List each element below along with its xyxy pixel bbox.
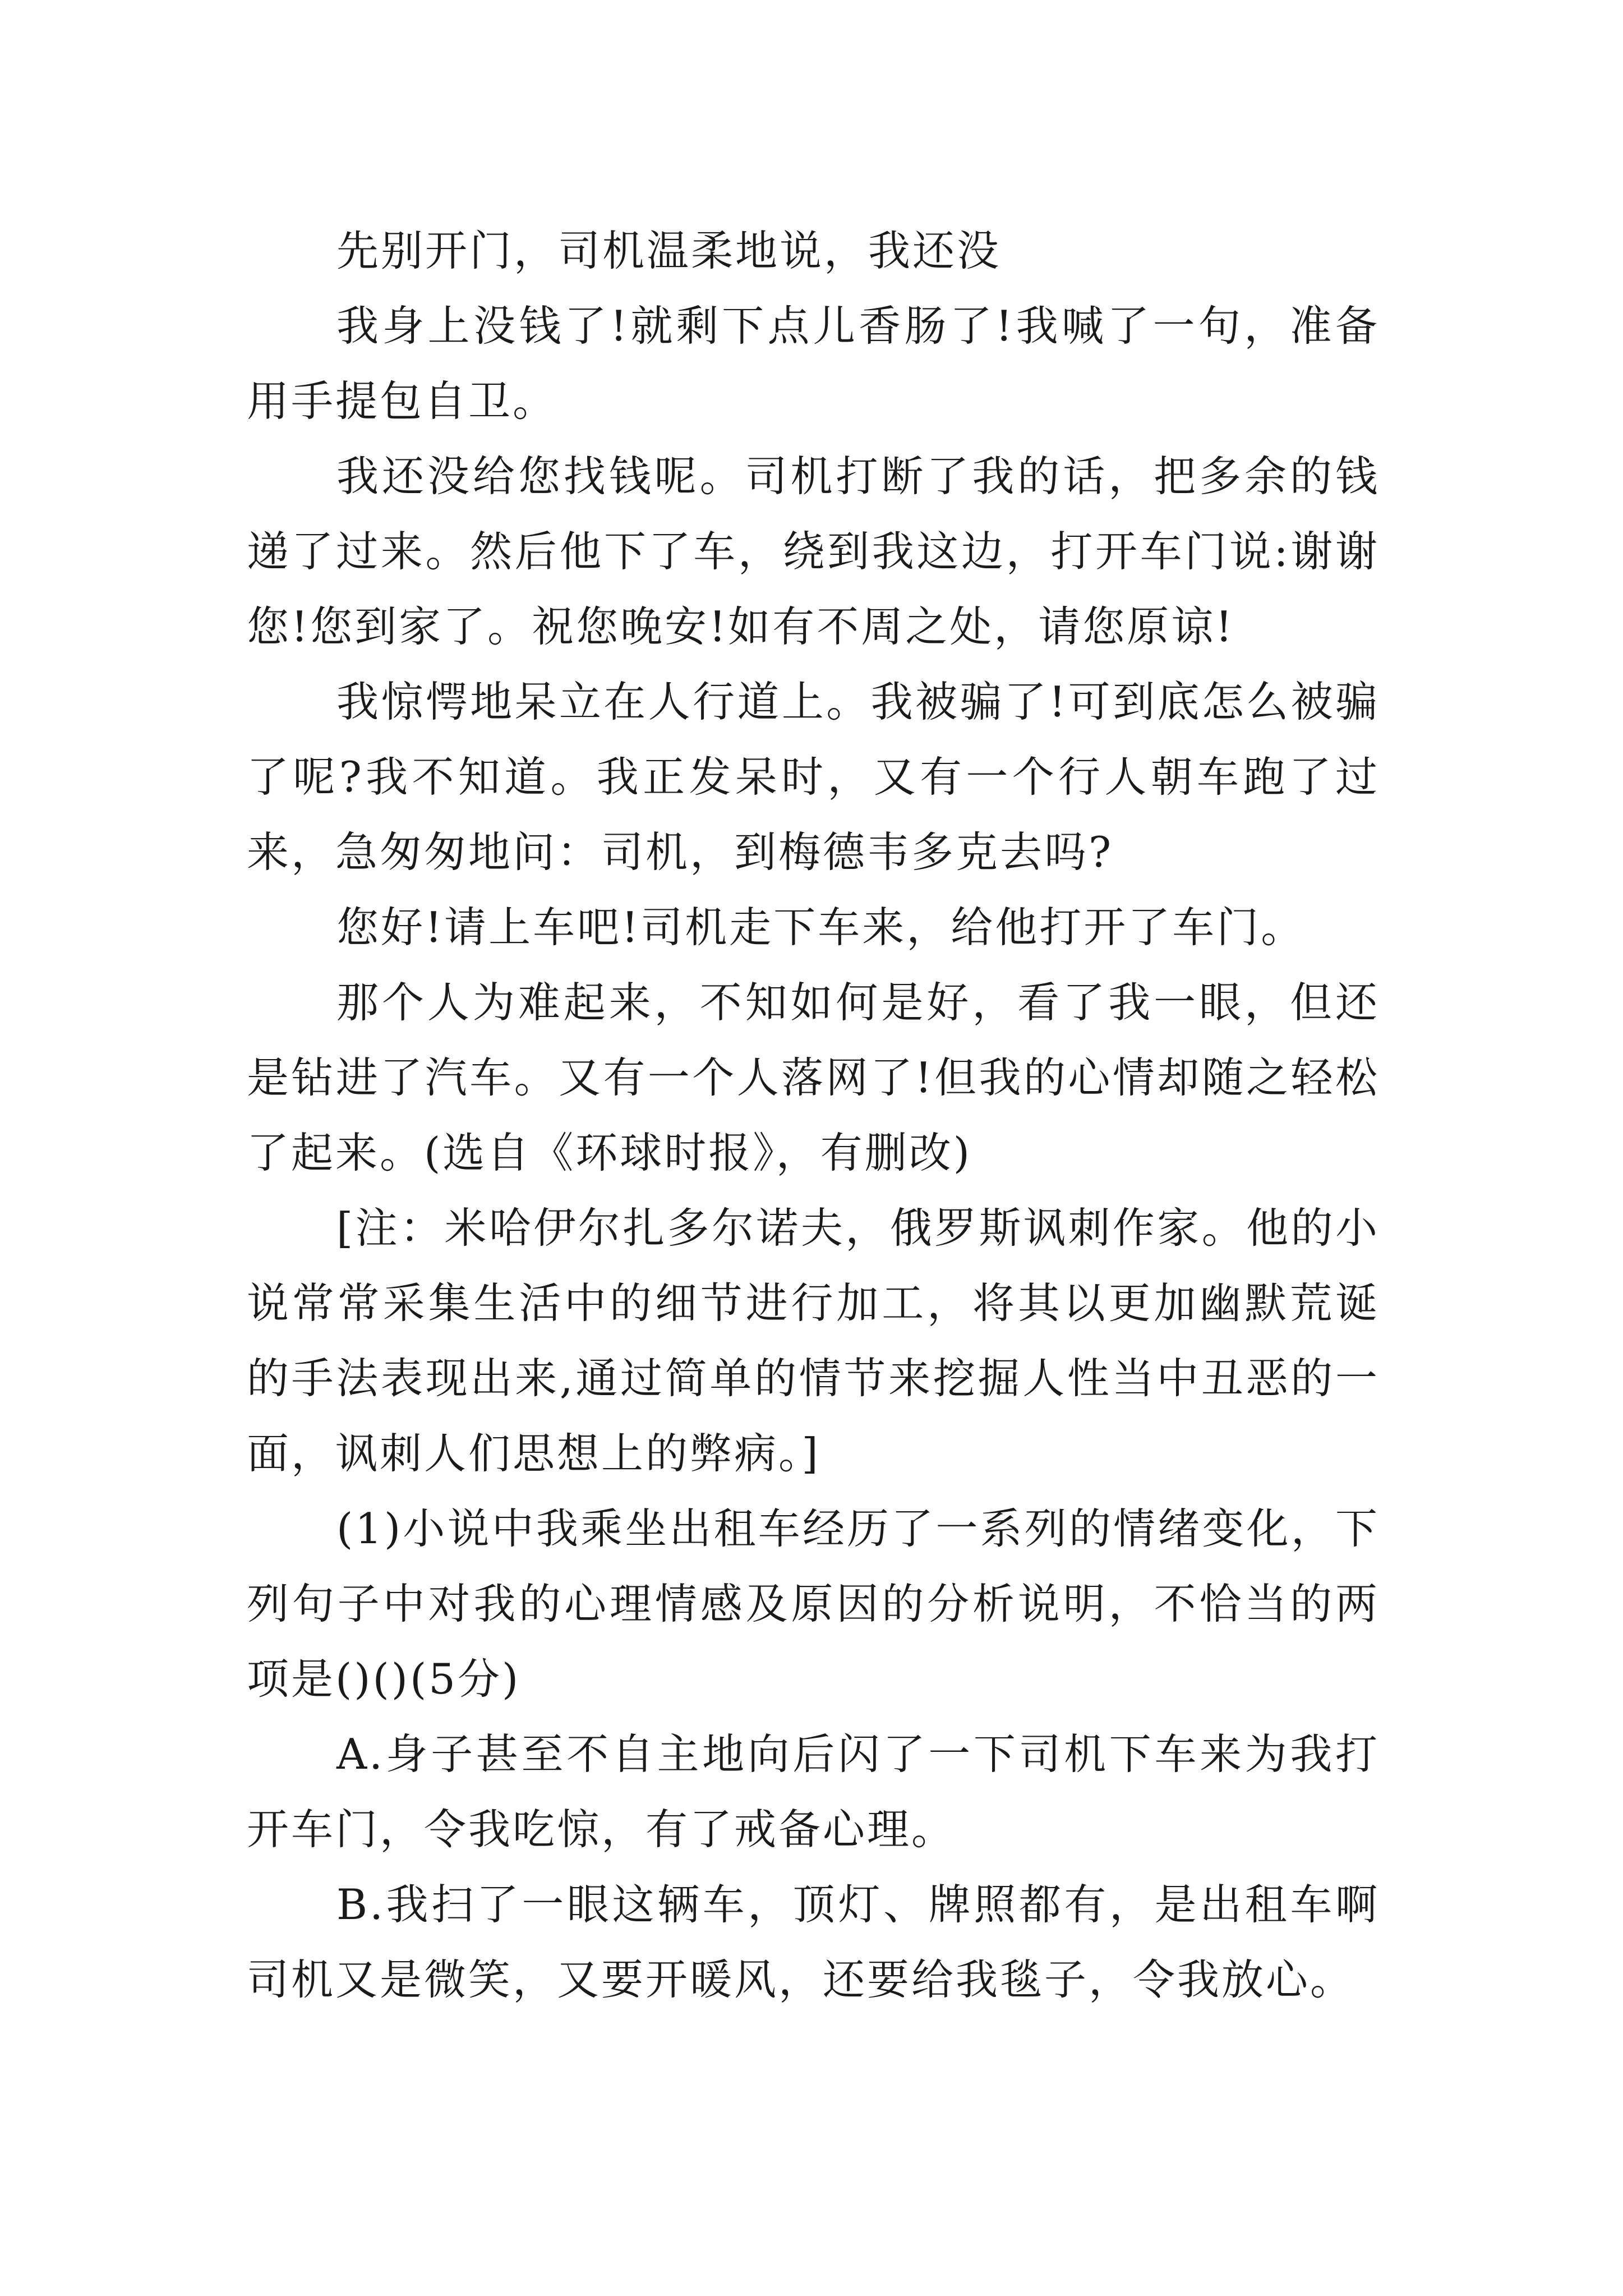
author-note: [注：米哈伊尔扎多尔诺夫，俄罗斯讽刺作家。他的小说常常采集生活中的细节进行加工，将其以更加幽默荒诞的手法表现出来,通过简单的情节来挖掘人性当中丑恶的一面，讽刺人们思想上的弊病。] — [247, 1203, 1380, 1478]
option-a: A.身子甚至不自主地向后闪了一下司机下车来为我打开车门，令我吃惊，有了戒备心理。 — [247, 1729, 1380, 1854]
document-body — [247, 213, 1380, 2017]
paragraph-5: 您好!请上车吧!司机走下车来，给他打开了车门。 — [336, 903, 1306, 952]
question-1: (1)小说中我乘坐出租车经历了一系列的情绪变化，下列句子中对我的心理情感及原因的分析说明，不恰当的两项是()()(5分) — [247, 1504, 1380, 1704]
option-b: B.我扫了一眼这辆车，顶灯、牌照都有，是出租车啊司机又是微笑，又要开暖风，还要给我毯子，令我放心。 — [247, 1880, 1380, 2004]
paragraph-6: 那个人为难起来，不知如何是好，看了我一眼，但还是钻进了汽车。又有一个人落网了!但我的心情却随之轻松了起来。(选自《环球时报》，有删改) — [247, 978, 1380, 1177]
paragraph-3: 我还没给您找钱呢。司机打断了我的话，把多余的钱递了过来。然后他下了车，绕到我这边，打开车门说:谢谢您!您到家了。祝您晚安!如有不周之处，请您原谅! — [247, 452, 1380, 651]
paragraph-2: 我身上没钱了!就剩下点儿香肠了!我喊了一句，准备用手提包自卫。 — [247, 301, 1380, 426]
paragraph-4: 我惊愕地呆立在人行道上。我被骗了!可到底怎么被骗了呢?我不知道。我正发呆时，又有一个行人朝车跑了过来，急匆匆地问：司机，到梅德韦多克去吗? — [247, 677, 1380, 877]
paragraph-1: 先别开门，司机温柔地说，我还没 — [336, 226, 1002, 275]
